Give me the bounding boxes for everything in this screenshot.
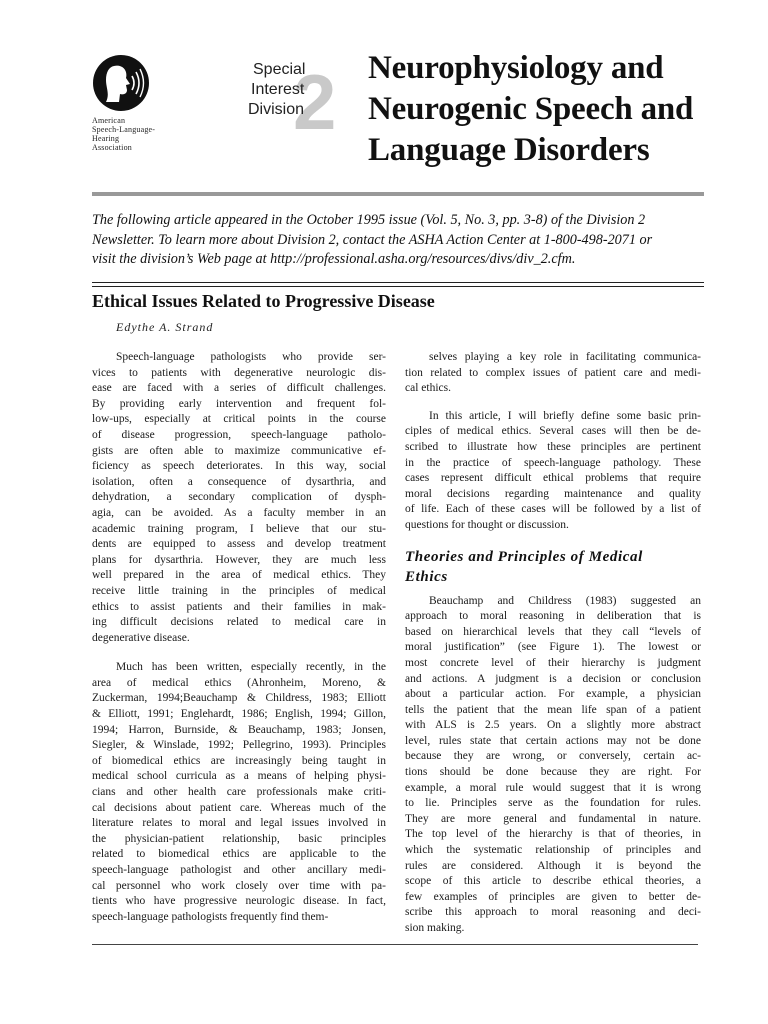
article-title: Ethical Issues Related to Progressive Disease — [92, 291, 435, 311]
intro-line: Newsletter. To learn more about Division 2, contact the ASHA Action Center at 1-800-498-2071 or — [92, 231, 653, 248]
text-line: cal decisions about patient care. Whereas much of the — [92, 801, 386, 814]
text-line: degenerative disease. — [92, 631, 190, 644]
text-line: cases represent difficult ethical problems that require — [405, 472, 701, 485]
text-line: to lie. Principles serve as the foundation for rules. — [405, 797, 701, 810]
text-line: By providing early intervention and frequent fol- — [92, 397, 386, 410]
text-line: vices to patients with degenerative neurologic dis- — [92, 366, 386, 379]
text-line: questions for thought or discussion. — [405, 518, 569, 531]
text-line: agia, can be avoided. As a faculty member in an — [92, 506, 386, 519]
text-line: ethics to assist patients and their families in mak- — [92, 600, 386, 613]
paragraph — [405, 409, 701, 534]
text-line: speech-language pathologists frequently find them- — [92, 910, 329, 923]
text-line: Beauchamp and Childress (1983) suggested an — [429, 594, 701, 607]
text-line: approach to moral reasoning in deliberation that is — [405, 610, 701, 623]
text-line: ing difficult decisions related to medical care in — [92, 616, 386, 629]
association-line: Association — [92, 143, 132, 152]
text-line: tells the patient that the mean life span of a patient — [405, 703, 701, 716]
text-line: based on hierarchical levels that they call “levels of — [405, 625, 701, 638]
paragraph — [405, 350, 701, 397]
text-line: few examples of principles are given to better de- — [405, 890, 701, 903]
text-line: related to biomedical ethics are applicable to the — [92, 848, 386, 861]
text-line: The top level of the hierarchy is that of theories, in — [405, 828, 701, 841]
text-line: scribed to illustrate how these principles are pertinent — [405, 440, 701, 453]
title-rule-top — [92, 282, 704, 283]
text-line: of life. Each of these cases will be followed by a list of — [405, 503, 701, 516]
header-divider — [92, 192, 704, 196]
text-line: dehydration, a secondary complication of dysph- — [92, 491, 386, 504]
text-line: Zuckerman, 1994;Beauchamp & Childress, 1983; Elliott — [92, 692, 386, 705]
text-line: in the practice of speech-language pathology. These — [405, 456, 701, 469]
text-line: moral decisions regarding maintenance and quality — [405, 487, 701, 500]
right-column — [405, 350, 701, 937]
asha-logo-icon — [92, 54, 150, 112]
text-line: well prepared in the area of medical ethics. They — [92, 569, 386, 582]
text-line: because they are wrong, or conversely, certain ac- — [405, 750, 701, 763]
section-heading — [405, 547, 701, 587]
title-rule-bottom — [92, 286, 704, 287]
text-line: academic training program, I believe that our stu- — [92, 522, 386, 535]
text-line: scribe this approach to moral reasoning and deci- — [405, 906, 701, 919]
association-line: Hearing — [92, 134, 120, 143]
newsletter-title-line: Neurogenic Speech and — [368, 91, 694, 127]
text-line: ficiency as speech deteriorates. In this way, social — [92, 460, 386, 473]
newsletter-title-line: Neurophysiology and — [368, 50, 664, 86]
special-interest-division-mark — [245, 56, 355, 146]
text-line: In this article, I will briefly define some basic prin- — [429, 409, 701, 422]
association-line: Speech-Language- — [92, 125, 156, 134]
division-word: Interest — [251, 81, 305, 98]
section-heading-line: Ethics — [405, 568, 448, 585]
text-line: Siegler, & Winslade, 1992; Pellegrino, 1993). Principles — [92, 739, 386, 752]
text-line: medical school curricula as a means of helping physi- — [92, 770, 386, 783]
footer-divider — [92, 944, 698, 945]
text-line: literature relates to moral and legal issues involved in — [92, 817, 386, 830]
article-author: Edythe A. Strand — [116, 320, 214, 334]
text-line: low-ups, especially at critical points in the course — [92, 413, 386, 426]
intro-line: The following article appeared in the October 1995 issue (Vol. 5, No. 3, pp. 3-8) of the Division 2 — [92, 212, 646, 228]
text-line: moral justification” (see Figure 1). The lowest or — [405, 641, 701, 654]
text-line: plans for dysarthria. However, they are much less — [92, 553, 386, 566]
text-line: Much has been written, especially recently, in the — [116, 661, 386, 674]
text-line: about a particular action. For example, a physician — [405, 688, 701, 701]
association-line: American — [92, 116, 126, 125]
section-heading-line: Theories and Principles of Medical — [405, 548, 643, 565]
division-word: Division — [248, 101, 305, 118]
newsletter-title — [368, 48, 748, 171]
text-line: 1994; Harron, Burnside, & Beauchamp, 1983; Jonsen, — [92, 723, 386, 736]
text-line: scope of this article to describe ethical theories, a — [405, 875, 701, 888]
division-word: Special — [253, 61, 306, 78]
text-line: tients who have progressive neurologic disease. In fact, — [92, 895, 386, 908]
text-line: the physician-patient relationship, basic principles — [92, 832, 386, 845]
newsletter-title-line: Language Disorders — [368, 132, 650, 168]
text-line: gists are often able to maximize communicative ef- — [92, 444, 386, 457]
paragraph — [92, 350, 386, 646]
text-line: isolation, often a consequence of dysarthria, and — [92, 475, 386, 488]
text-line: of biomedical ethics are increasingly being taught in — [92, 754, 386, 767]
text-line: level, rules state that certain actions may not be done — [405, 734, 701, 747]
text-line: ease are faced with a series of difficult challenges. — [92, 382, 386, 395]
text-line: example, a moral rule would suggest that it is wrong — [405, 781, 701, 794]
intro-note — [92, 211, 710, 270]
intro-line: visit the division’s Web page at http://professional.asha.org/resources/divs/div_2.cfm. — [92, 251, 576, 267]
text-line: most concrete level of their hierarchy is judgment — [405, 656, 701, 669]
text-line: sion making. — [405, 922, 465, 934]
text-line: which the systematic relationship of principles and — [405, 844, 701, 857]
text-line: & Elliott, 1991; Englehardt, 1986; English, 1994; Gillon, — [92, 708, 386, 721]
association-name — [92, 116, 212, 152]
text-line: tions should be done because they are right. For — [405, 766, 701, 779]
text-line: rules are considered. Although it is beyond the — [405, 859, 701, 872]
paragraph — [92, 660, 386, 925]
text-line: with ALS is 2.5 years. On a slightly more abstract — [405, 719, 701, 732]
text-line: area of medical ethics (Ahronheim, Moreno, & — [92, 676, 386, 689]
text-line: receive little training in the principles of medical — [92, 584, 386, 597]
left-column — [92, 350, 386, 925]
text-line: and actions. A judgment is a decision or conclusion — [405, 672, 701, 685]
text-line: cians and other health care professionals make criti- — [92, 786, 386, 799]
text-line: dents are equipped to assess and develop treatment — [92, 538, 386, 551]
text-line: cal ethics. — [405, 382, 451, 395]
paragraph — [405, 594, 701, 937]
text-line: tion related to complex issues of patient care and medi- — [405, 366, 701, 379]
text-line: cal personnel who work closely over time with pa- — [92, 879, 386, 892]
text-line: selves playing a key role in facilitating communica- — [429, 351, 701, 363]
text-line: ciples of medical ethics. Several cases will then be de- — [405, 425, 701, 438]
text-line: speech-language pathologist and other ancillary medi- — [92, 864, 386, 876]
text-line: They are more general and fundamental in nature. — [405, 812, 701, 825]
text-line: of disease progression, speech-language patholo- — [92, 428, 386, 441]
text-line: Speech-language pathologists who provide ser- — [116, 351, 386, 363]
division-number: 2 — [293, 58, 337, 146]
